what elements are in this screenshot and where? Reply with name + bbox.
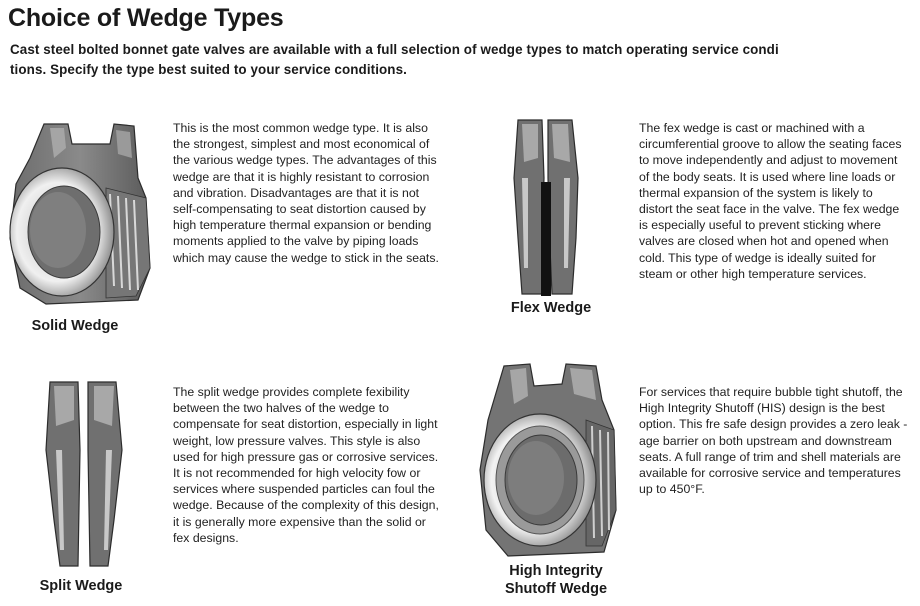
solid-wedge-illustration [6, 118, 156, 308]
intro-paragraph: Cast steel bolted bonnet gate valves are available with a full selection of wedge types to match operating service condi tions. Specify the type best suited to your service conditions. [10, 42, 779, 77]
split-wedge-caption: Split Wedge [39, 578, 123, 594]
solid-wedge-description: This is the most common wedge type. It is also the strongest, simplest and most economical of the various wedge types. The advantages of this wedge are that it is highly resistant to corrosion and vibration. Disadvantages are that it is not self-compensating to seat distortion caused by high temperature thermal expansion or bending moments applied to the valve by piping loads which may cause the wedge to stick in the seats. [173, 121, 439, 265]
his-wedge-caption-line2: Shutoff Wedge [504, 581, 608, 597]
flex-wedge-caption: Flex Wedge [510, 300, 592, 316]
split-wedge-description: The split wedge provides complete fexibility between the two halves of the wedge to compensate for seat distortion, especially in light weight, low pressure valves. This style is also used for high pressure gas or corrosive services. It is not recommended for high velocity fow or services where suspended particles can foul the wedge. Because of the complexity of this design, it is generally more expensive than the solid or fex designs. [173, 385, 439, 545]
high-integrity-shutoff-wedge-illustration [478, 360, 620, 560]
flex-wedge-illustration [512, 118, 582, 296]
his-wedge-description: For services that require bubble tight shutoff, the High Integrity Shutoff (HIS) design is the best option. This fre safe design provides a zero leak - age barrier on both upstream and downstream seats. A full range of trim and shell materials are available for corrosive service and temperatures up to 450°F. [639, 385, 908, 497]
solid-wedge-caption: Solid Wedge [31, 318, 119, 334]
split-wedge-illustration [44, 380, 124, 568]
flex-wedge-description: The fex wedge is cast or machined with a circumferential groove to allow the seating faces to move independently and adjust to movement of the body seats. It is used where line loads or thermal expansion of the system is likely to distort the seat face in the valve. The fex wedge is especially useful to prevent sticking where valves are closed when hot and opened when cold. This type of wedge is ideally suited for steam or other high temperature services. [639, 121, 902, 281]
his-wedge-caption-line1: High Integrity [509, 563, 603, 579]
page-title: Choice of Wedge Types [8, 4, 284, 32]
